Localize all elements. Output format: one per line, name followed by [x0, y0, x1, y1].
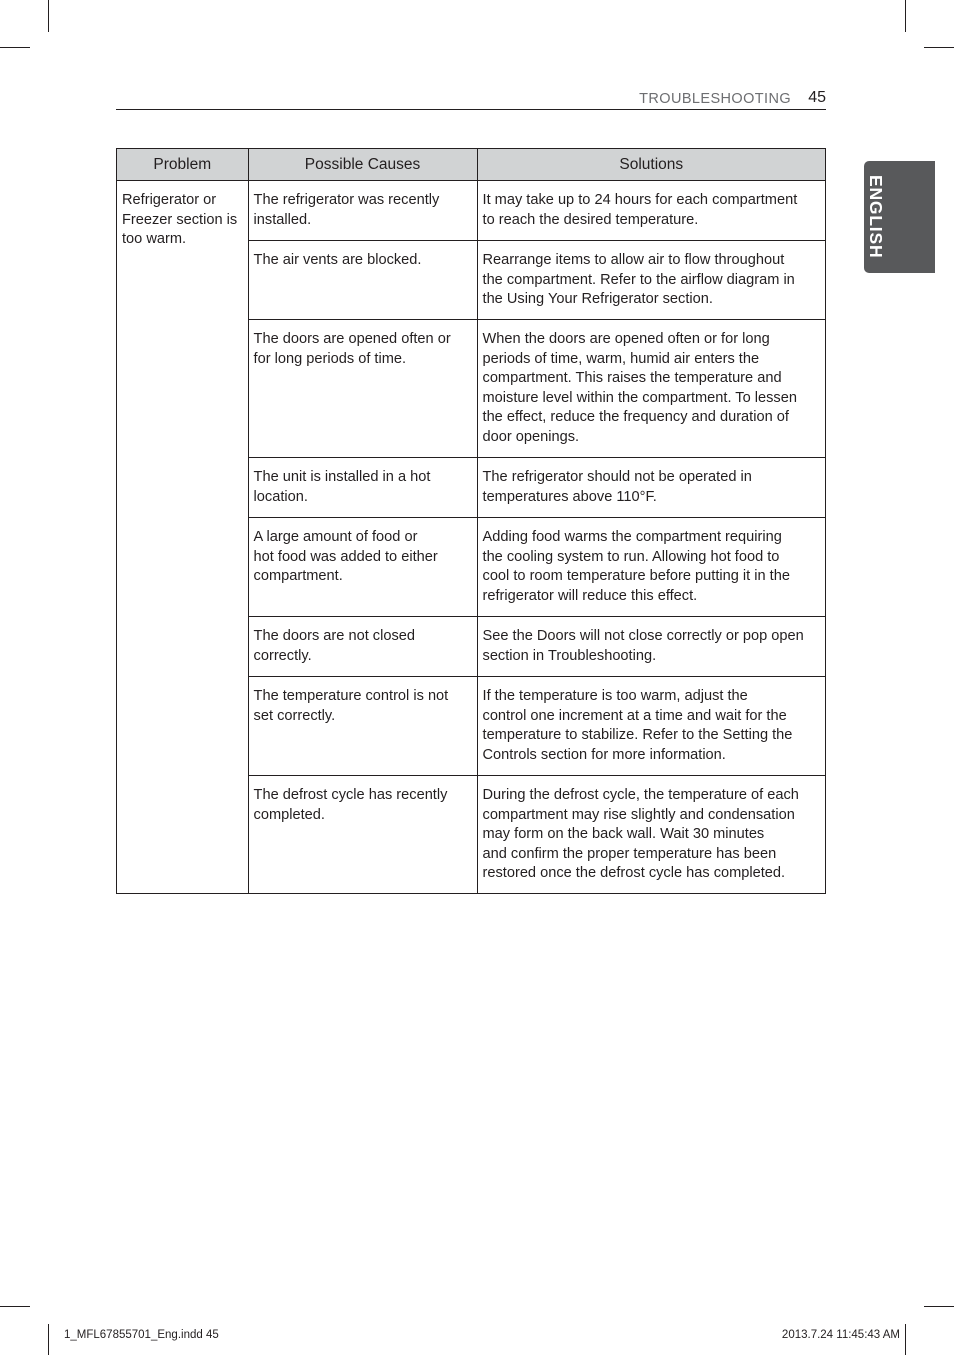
solution-cell: If the temperature is too warm, adjust the control one increment at a time and wait for the temperature to stabilize. Refer to the Setting the Controls section for more information. [477, 677, 825, 776]
cause-cell: The temperature control is not set correctly. [248, 677, 477, 776]
column-header-causes: Possible Causes [248, 149, 477, 181]
crop-mark [0, 47, 30, 48]
crop-mark [0, 1306, 30, 1307]
table-header-row [117, 149, 826, 181]
column-header-problem: Problem [117, 149, 249, 181]
cause-cell: The doors are opened often or for long periods of time. [248, 320, 477, 458]
crop-mark [48, 0, 49, 32]
solution-cell: When the doors are opened often or for long periods of time, warm, humid air enters the compartment. This raises the temperature and moisture level within the compartment. To lessen the effect, reduce the frequency and duration of door openings. [477, 320, 825, 458]
crop-mark [905, 0, 906, 32]
cause-cell: The refrigerator was recently installed. [248, 181, 477, 241]
cause-cell: The air vents are blocked. [248, 241, 477, 320]
solution-cell: See the Doors will not close correctly or pop open section in Troubleshooting. [477, 617, 825, 677]
table-row [117, 181, 826, 241]
cause-cell: A large amount of food or hot food was added to either compartment. [248, 518, 477, 617]
crop-mark [924, 47, 954, 48]
cause-cell: The doors are not closed correctly. [248, 617, 477, 677]
crop-mark [48, 1324, 49, 1355]
cause-cell: The defrost cycle has recently completed. [248, 776, 477, 894]
footer-file-name: 1_MFL67855701_Eng.indd 45 [64, 1329, 219, 1341]
solution-cell: Adding food warms the compartment requiring the cooling system to run. Allowing hot food to cool to room temperature before putting it in the refrigerator will reduce this effect. [477, 518, 825, 617]
troubleshooting-table [116, 148, 826, 894]
solution-cell: It may take up to 24 hours for each compartment to reach the desired temperature. [477, 181, 825, 241]
crop-mark [905, 1324, 906, 1355]
solution-cell: Rearrange items to allow air to flow throughout the compartment. Refer to the airflow diagram in the Using Your Refrigerator section. [477, 241, 825, 320]
page-number: 45 [808, 89, 826, 106]
solution-cell: During the defrost cycle, the temperature of each compartment may rise slightly and condensation may form on the back wall. Wait 30 minutes and confirm the proper temperature has been restored once the defrost cycle has completed. [477, 776, 825, 894]
cause-cell: The unit is installed in a hot location. [248, 458, 477, 518]
language-tab-label: ENGLISH [866, 175, 886, 259]
footer-timestamp: 2013.7.24 11:45:43 AM [781, 1329, 900, 1341]
solution-cell: The refrigerator should not be operated in temperatures above 110°F. [477, 458, 825, 518]
section-title: TROUBLESHOOTING [639, 91, 791, 107]
crop-mark [924, 1306, 954, 1307]
problem-cell: Refrigerator or Freezer section is too warm. [117, 181, 249, 894]
column-header-solutions: Solutions [477, 149, 825, 181]
page-header [116, 88, 826, 110]
